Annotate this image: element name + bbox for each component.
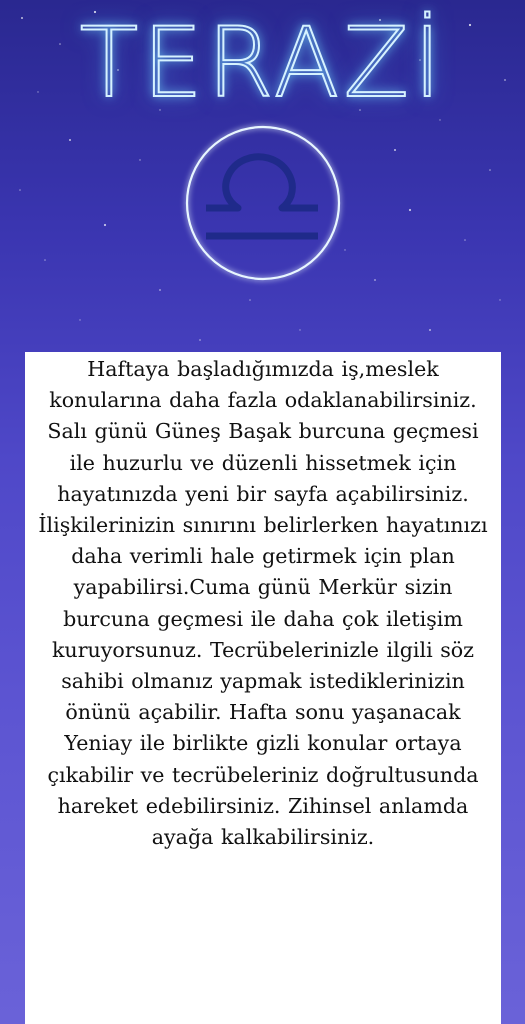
libra-zodiac-icon xyxy=(178,118,348,288)
horoscope-text-card xyxy=(25,352,501,1024)
zodiac-sign-title: TERAZİ xyxy=(79,7,446,119)
horoscope-paragraph: Haftaya başladığımızda iş,meslek konularına daha fazla odaklanabilirsiniz. Salı günü Güneş Başak burcuna geçmesi ile huzurlu ve düzenli hissetmek için hayatınızda yeni bir sayfa açabilirsiniz. İlişkilerinizin sınırını belirlerken hayatınızı daha verimli hale getirmek için plan yapabilirsi.Cuma günü Merkür sizin burcuna geçmesi ile daha çok iletişim kuruyorsunuz. Tecrübelerinizle ilgili söz sahibi olmanız yapmak istediklerinizin önünü açabilir. Hafta sonu yaşanacak Yeniay ile birlikte gizli konular ortaya çıkabilir ve tecrübeleriniz doğrultusunda hareket edebilirsiniz. Zihinsel anlamda ayağa kalkabilirsiniz. xyxy=(38,357,488,850)
